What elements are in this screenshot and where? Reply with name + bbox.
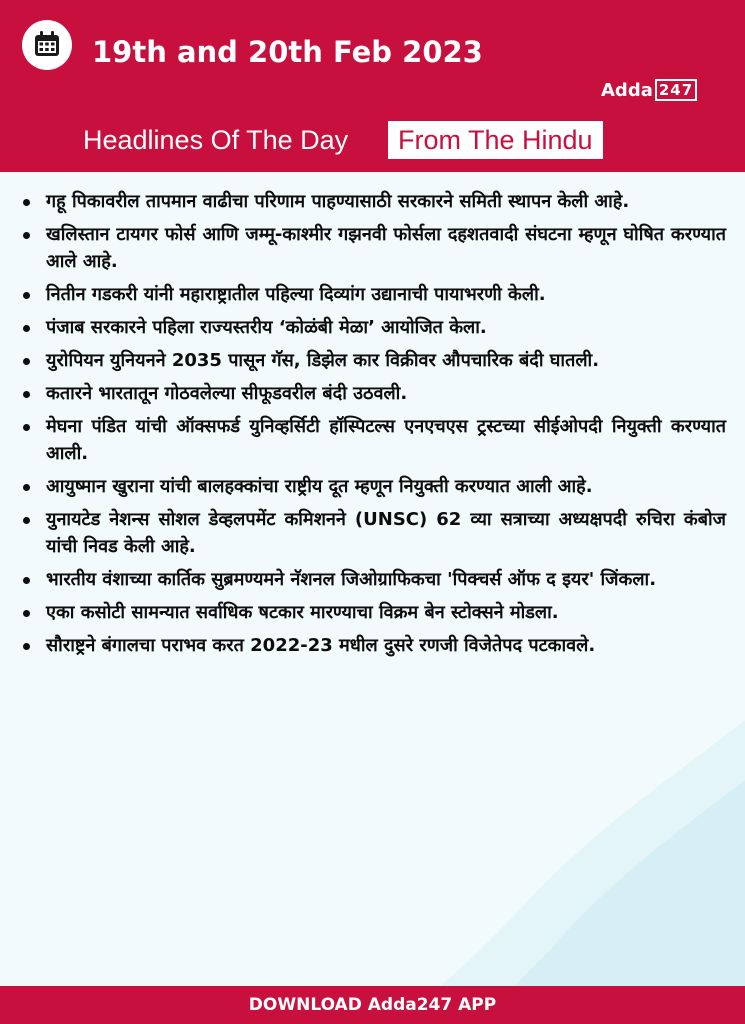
list-item: एका कसोटी सामन्यात सर्वाधिक षटकार मारण्याचा विक्रम बेन स्टोक्सने मोडला.: [22, 599, 726, 626]
headline-date: 19th and 20th Feb 2023: [92, 35, 483, 69]
brand-number: 247: [655, 79, 697, 101]
list-item: सौराष्ट्रने बंगालचा पराभव करत 2022-23 मधील दुसरे रणजी विजेतेपद पटकावले.: [22, 632, 726, 659]
headline-list: [22, 188, 726, 665]
list-item: कतारने भारतातून गोठवलेल्या सीफूडवरील बंदी उठवली.: [22, 380, 726, 407]
source-label: From The Hindu: [388, 121, 603, 159]
brand-word: Adda: [601, 79, 653, 101]
list-item: युनायटेड नेशन्स सोशल डेव्हलपमेंट कमिशनने (UNSC) 62 व्या सत्राच्या अध्यक्षपदी रुचिरा कंबोज यांची निवड केली आहे.: [22, 506, 726, 560]
brand-logo: [601, 77, 697, 103]
list-item: आयुष्मान खुराना यांची बालहक्कांचा राष्ट्रीय दूत म्हणून नियुक्ती करण्यात आली आहे.: [22, 473, 726, 500]
list-item: भारतीय वंशाच्या कार्तिक सुब्रमण्यमने नॅशनल जिओग्राफिकचा 'पिक्चर्स ऑफ द इयर' जिंकला.: [22, 566, 726, 593]
list-item: मेघना पंडित यांची ऑक्सफर्ड युनिव्हर्सिटी हॉस्पिटल्स एनएचएस ट्रस्टच्या सीईओपदी नियुक्ती करण्यात आली.: [22, 413, 726, 467]
list-item: नितीन गडकरी यांनी महाराष्ट्रातील पहिल्या दिव्यांग उद्यानाची पायाभरणी केली.: [22, 281, 726, 308]
calendar-icon: [33, 30, 61, 58]
download-app-link[interactable]: DOWNLOAD Adda247 APP: [0, 986, 745, 1024]
list-item: युरोपियन युनियनने 2035 पासून गॅस, डिझेल कार विक्रीवर औपचारिक बंदी घातली.: [22, 347, 726, 374]
header-banner: [0, 0, 745, 172]
calendar-badge: [22, 20, 72, 70]
background-wave: [440, 720, 745, 986]
section-title: Headlines Of The Day: [83, 125, 349, 155]
list-item: पंजाब सरकारने पहिला राज्यस्तरीय ‘कोळंबी मेळा’ आयोजित केला.: [22, 314, 726, 341]
list-item: खलिस्तान टायगर फोर्स आणि जम्मू-काश्मीर गझनवी फोर्सला दहशतवादी संघटना म्हणून घोषित करण्यात आले आहे.: [22, 221, 726, 275]
list-item: गहू पिकावरील तापमान वाढीचा परिणाम पाहण्यासाठी सरकारने समिती स्थापन केली आहे.: [22, 188, 726, 215]
